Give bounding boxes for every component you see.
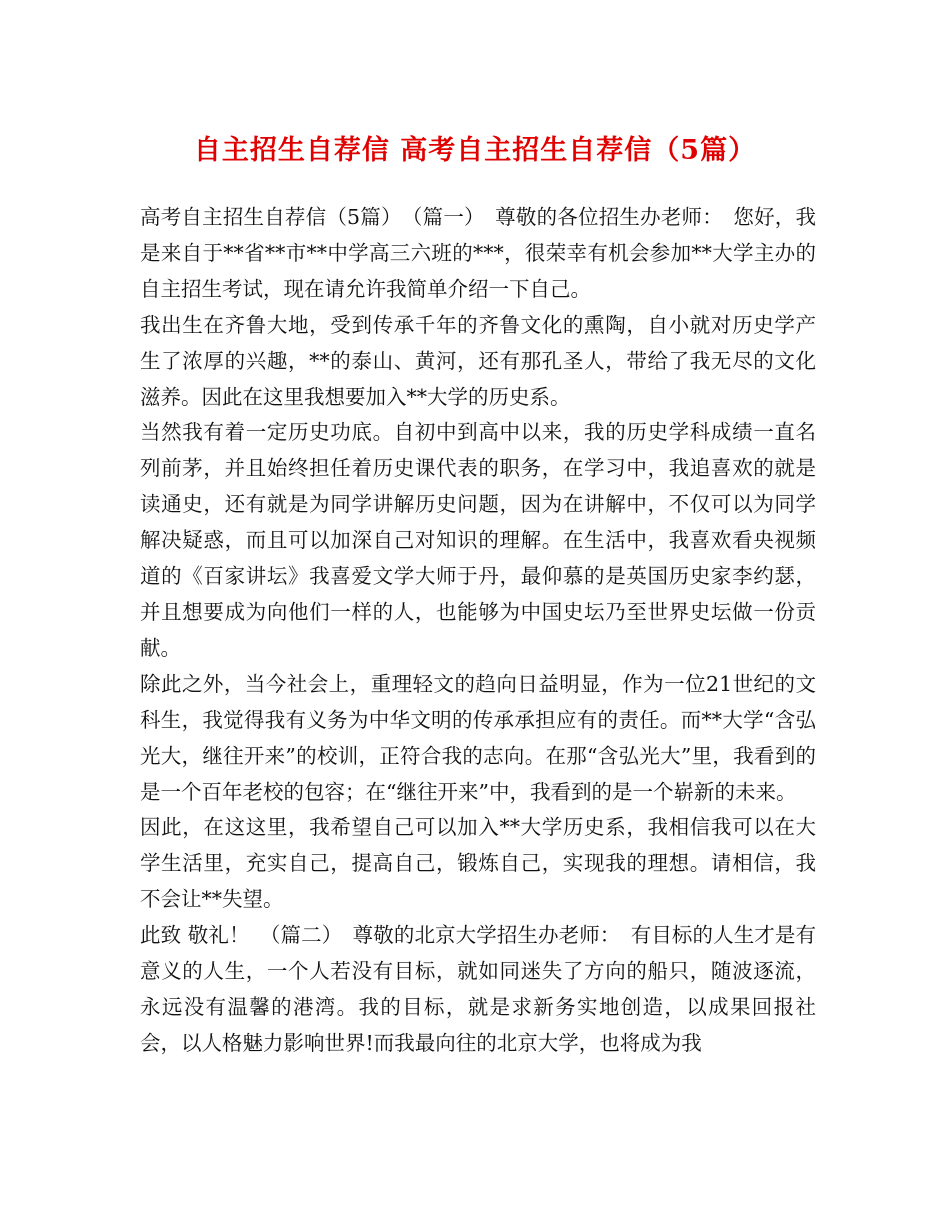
paragraph-3: 当然我有着一定历史功底。自初中到高中以来，我的历史学科成绩一直名列前茅，并且始终担任着历史课代表的职务，在学习中，我追喜欢的就是读通史，还有就是为同学讲解历史问题，因为在讲解中，不仅可以为同学解决疑惑，而且可以加深自己对知识的理解。在生活中，我喜欢看央视频道的《百家讲坛》我喜爱文学大师于丹，最仰慕的是英国历史家李约瑟，并且想要成为向他们一样的人，也能够为中国史坛乃至世界史坛做一份贡献。 — [140, 420, 816, 660]
document-body — [140, 200, 816, 1062]
paragraph-2: 我出生在齐鲁大地，受到传承千年的齐鲁文化的熏陶，自小就对历史学产生了浓厚的兴趣，**的泰山、黄河，还有那孔圣人，带给了我无尽的文化滋养。因此在这里我想要加入**大学的历史系。 — [140, 312, 816, 409]
paragraph-6: 此致 敬礼！ （篇二） 尊敬的北京大学招生办老师： 有目标的人生才是有意义的人生，一个人若没有目标，就如同迷失了方向的船只，随波逐流，永远没有温馨的港湾。我的目标，就是求新务实地创造，以成果回报社会，以人格魅力影响世界!而我最向往的北京大学，也将成为我 — [140, 923, 816, 1055]
document-title: 自主招生自荐信 高考自主招生自荐信（5篇） — [193, 135, 757, 166]
paragraph-1: 高考自主招生自荐信（5篇） （篇一） 尊敬的各位招生办老师： 您好，我是来自于**省**市**中学高三六班的***，很荣幸有机会参加**大学主办的自主招生考试，现在请允许我简单介绍一下自己。 — [140, 205, 816, 301]
paragraph-5: 因此，在这这里，我希望自己可以加入**大学历史系，我相信我可以在大学生活里，充实自己，提高自己，锻炼自己，实现我的理想。请相信，我不会让**失望。 — [140, 815, 816, 912]
paragraph-4: 除此之外，当今社会上，重理轻文的趋向日益明显，作为一位21世纪的文科生，我觉得我有义务为中华文明的传承承担应有的责任。而**大学“含弘光大，继往开来”的校训，正符合我的志向。在那“含弘光大”里，我看到的是一个百年老校的包容；在“继往开来”中，我看到的是一个崭新的未来。 — [140, 671, 816, 804]
